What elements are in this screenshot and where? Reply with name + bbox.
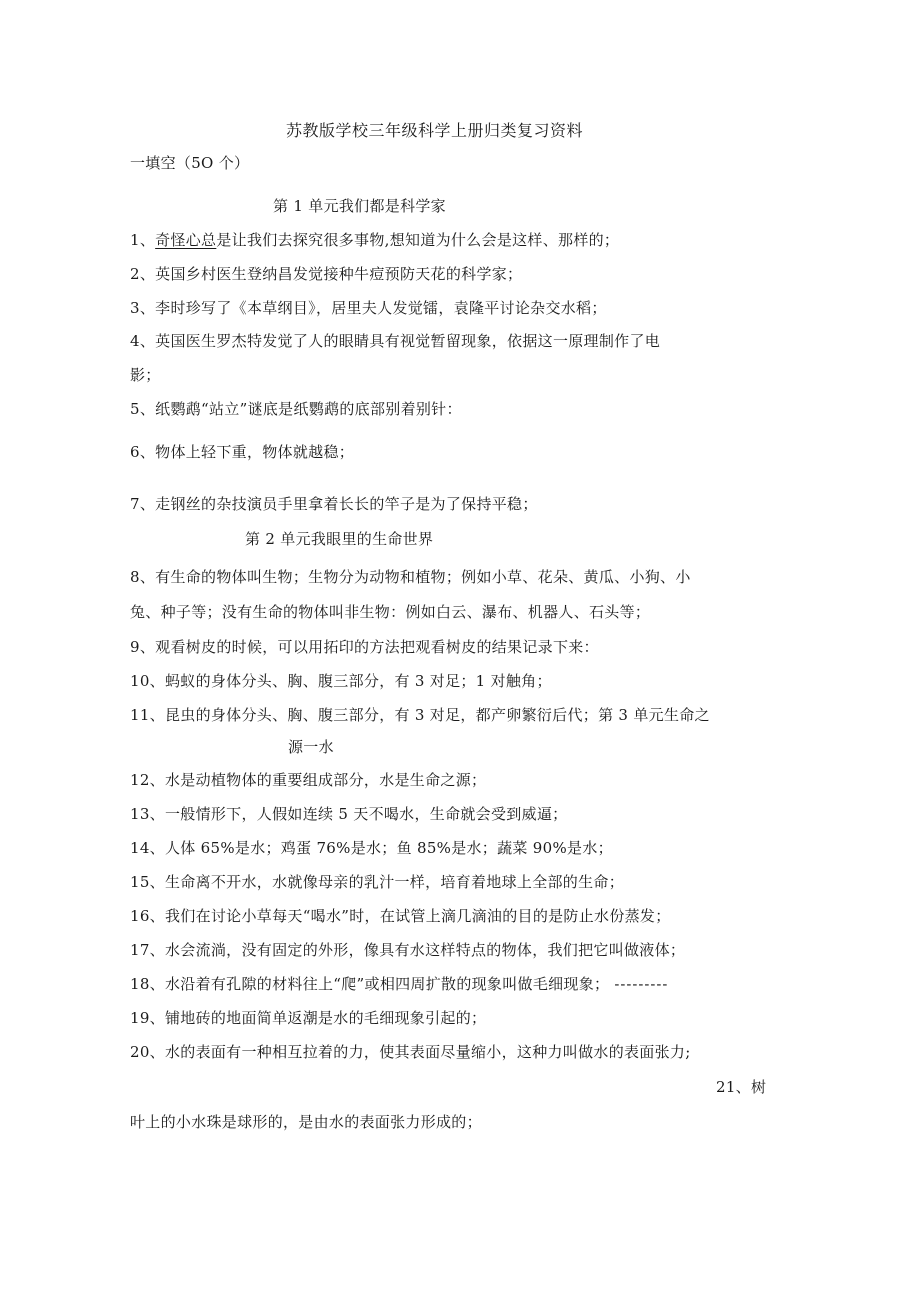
item-20: 20、水的表面有一种相互拉着的力，使其表面尽量缩小，这种力叫做水的表面张力; bbox=[130, 1043, 691, 1061]
section-heading: 一填空（5O 个） bbox=[130, 154, 250, 172]
item-1-underlined-text: 奇怪心总 bbox=[155, 231, 217, 249]
item-1 bbox=[130, 230, 619, 250]
item-8-line-1: 8、有生命的物体叫生物；生物分为动物和植物；例如小草、花朵、黄瓜、小狗、小 bbox=[130, 568, 691, 586]
item-19: 19、铺地砖的地面简单返潮是水的毛细现象引起的； bbox=[130, 1009, 487, 1027]
item-12: 12、水是动植物体的重要组成部分，水是生命之源； bbox=[130, 771, 487, 789]
item-4-line-2: 影； bbox=[130, 366, 161, 384]
item-8-line-2: 兔、种子等；没有生命的物体叫非生物：例如白云、瀑布、机器人、石头等； bbox=[130, 603, 651, 621]
item-15: 15、生命离不开水，水就像母亲的乳汁一样，培育着地球上全部的生命； bbox=[130, 873, 624, 891]
item-16: 16、我们在讨论小草每天“喝水”时，在试管上滴几滴油的目的是防止水份蒸发； bbox=[130, 907, 671, 925]
item-18-text: 18、水沿着有孔隙的材料往上“爬”或相四周扩散的现象叫做毛细现象； bbox=[130, 975, 610, 993]
item-18-dashes: --------- bbox=[614, 976, 669, 993]
unit-1-heading: 第 1 单元我们都是科学家 bbox=[273, 197, 446, 215]
document-title: 苏教版学校三年级科学上册归类复习资料 bbox=[286, 121, 584, 140]
item-10: 10、蚂蚁的身体分头、胸、腹三部分，有 3 对足；1 对触角； bbox=[130, 672, 552, 690]
unit-3-heading-continuation: 源一水 bbox=[288, 738, 334, 756]
item-18 bbox=[130, 974, 668, 995]
item-11: 11、昆虫的身体分头、胸、腹三部分，有 3 对足，都产卵繁衍后代；第 3 单元生命之 bbox=[130, 706, 710, 724]
item-13: 13、一般情形下，人假如连续 5 天不喝水，生命就会受到威逼； bbox=[130, 805, 568, 823]
item-2: 2、英国乡村医生登纳昌发觉接种牛痘预防天花的科学家； bbox=[130, 265, 523, 283]
item-7: 7、走钢丝的杂技演员手里拿着长长的竿子是为了保持平稳； bbox=[130, 495, 538, 513]
item-6: 6、物体上轻下重，物体就越稳； bbox=[130, 443, 355, 461]
item-14: 14、人体 65%是水；鸡蛋 76%是水；鱼 85%是水；蔬菜 90%是水； bbox=[130, 839, 613, 857]
item-21-line-1: 21、树 bbox=[716, 1078, 767, 1096]
item-9: 9、观看树皮的时候，可以用拓印的方法把观看树皮的结果记录下来： bbox=[130, 638, 599, 656]
unit-2-heading: 第 2 单元我眼里的生命世界 bbox=[245, 530, 434, 548]
item-17: 17、水会流淌，没有固定的外形，像具有水这样特点的物体，我们把它叫做液体； bbox=[130, 941, 686, 959]
item-1-text: 是让我们去探究很多事物,想知道为什么会是这样、那样的； bbox=[216, 231, 620, 249]
item-3: 3、李时珍写了《本草纲目》，居里夫人发觉镭，袁隆平讨论杂交水稻； bbox=[130, 299, 607, 317]
item-4-line-1: 4、英国医生罗杰特发觉了人的眼睛具有视觉暂留现象，依据这一原理制作了电 bbox=[130, 332, 661, 350]
item-1-number: 1、 bbox=[130, 231, 156, 249]
item-21-line-2: 叶上的小水珠是球形的，是由水的表面张力形成的； bbox=[130, 1113, 482, 1131]
item-5: 5、纸鹦鹉“站立”谜底是纸鹦鹉的底部别着别针： bbox=[130, 400, 462, 418]
